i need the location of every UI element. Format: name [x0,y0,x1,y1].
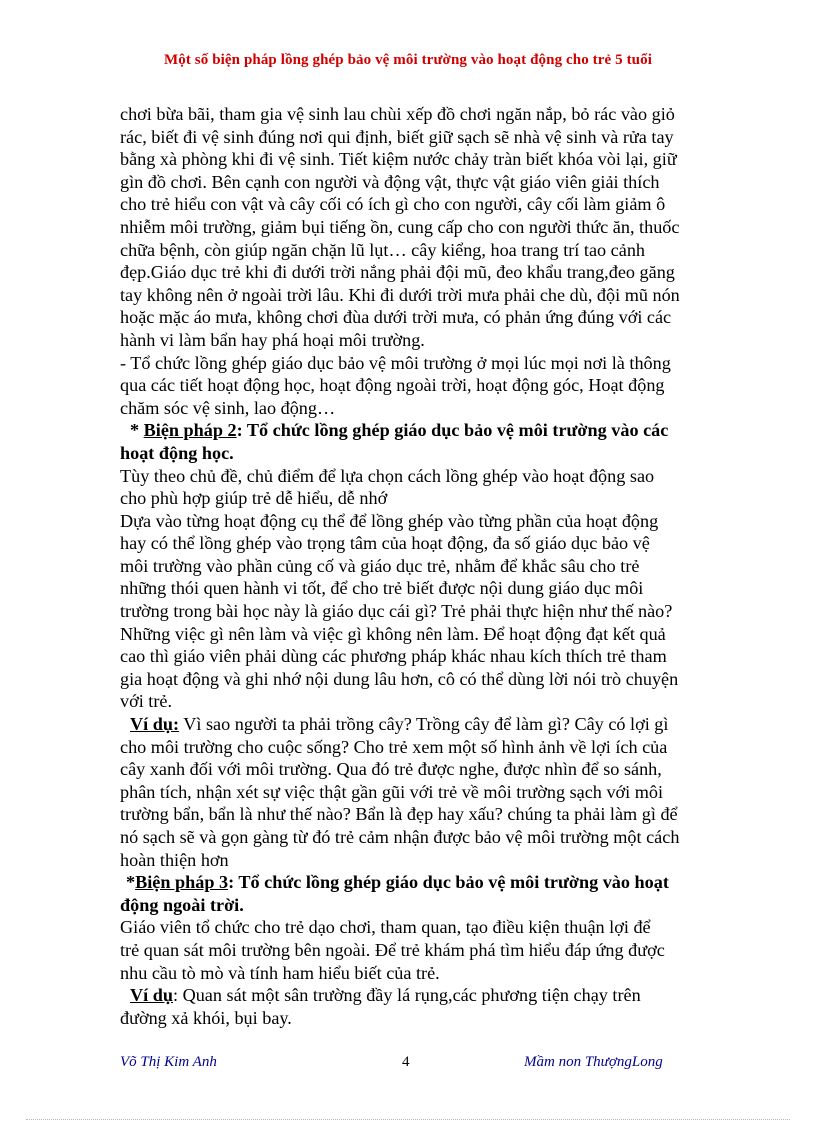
text-line: hoàn thiện hơn [120,849,229,870]
example-label: Ví dụ [130,985,173,1006]
text-line: đường xả khói, bụi bay. [120,1007,292,1028]
text-line: nhiễm môi trường, giảm bụi tiếng ồn, cung cấp cho con người thức ăn, thuốc [120,216,680,237]
text-line: cho phù hợp giúp trẻ dễ hiểu, dễ nhớ [120,488,388,509]
text-line: cho môi trường cho cuộc sống? Cho trẻ xem một số hình ảnh về lợi ích của [120,736,668,757]
text-line: cây xanh đối với môi trường. Qua đó trẻ được nghe, được nhìn để so sánh, [120,759,662,780]
heading-label: Biện pháp 2 [143,420,237,441]
heading-text-line2: hoạt động học. [120,442,234,463]
text-line: hành vi làm bẩn hay phá hoại môi trường. [120,329,425,350]
text-line: rác, biết đi vệ sinh đúng nơi qui định, biết giữ sạch sẽ nhà vệ sinh và rửa tay [120,126,674,147]
heading-prefix: * [130,420,144,441]
example-2 [120,984,696,1029]
text-line: trường trong bài học này là giáo dục cái gì? Trẻ phải thực hiện như thế nào? [120,601,673,622]
text-line: cho trẻ hiểu con vật và cây cối có ích gì cho con người, cây cối làm giảm ô [120,194,666,215]
example-text: : Quan sát một sân trường đầy lá rụng,các phương tiện chạy trên [172,985,641,1006]
text-line: chữa bệnh, còn giúp ngăn chặn lũ lụt… cây kiểng, hoa trang trí tao cảnh [120,239,646,260]
example-1 [120,713,696,871]
footer-author: Võ Thị Kim Anh [120,1054,217,1070]
text-line: môi trường vào phần củng cố và giáo dục trẻ, nhằm để khắc sâu cho trẻ [120,555,640,576]
text-line: nhu cầu tò mò và tính ham hiểu biết của trẻ. [120,962,440,983]
paragraph-bien-phap-3 [120,916,696,984]
text-line: trường bẩn, bẩn là như thế nào? Bẩn là đẹp hay xấu? chúng ta phải làm gì để [120,804,678,825]
text-line: qua các tiết hoạt động học, hoạt động ngoài trời, hoạt động góc, Hoạt động [120,375,665,396]
heading-text-line2: động ngoài trời. [120,894,244,915]
text-line: Giáo viên tổ chức cho trẻ dạo chơi, tham quan, tạo điều kiện thuận lợi để [120,917,651,938]
example-label: Ví dụ: [130,714,180,735]
paragraph-intro [120,103,696,419]
text-line: Dựa vào từng hoạt động cụ thể để lồng ghép vào từng phần của hoạt động [120,510,659,531]
text-line: gìn đồ chơi. Bên cạnh con người và động vật, thực vật giáo viên giải thích [120,171,660,192]
paragraph-bien-phap-2 [120,465,696,714]
heading-text: : Tổ chức lồng ghép giáo dục bảo vệ môi trường vào các [236,420,669,441]
text-line: phân tích, nhận xét sự việc thật gần gũi với trẻ về môi trường sạch với môi [120,781,664,802]
page-header-title: Một số biện pháp lồng ghép bảo vệ môi trường vào hoạt động cho trẻ 5 tuổi [164,52,652,68]
text-line: những thói quen hành vi tốt, để cho trẻ biết được nội dung giáo dục môi [120,578,644,599]
document-body [120,103,696,1029]
heading-text: : Tổ chức lồng ghép giáo dục bảo vệ môi trường vào hoạt [228,872,669,893]
text-line: đẹp.Giáo dục trẻ khi đi dưới trời nắng phải đội mũ, đeo khẩu trang,đeo găng [120,262,675,283]
text-line: cao thì giáo viên phải dùng các phương pháp khác nhau kích thích trẻ tham [120,646,667,667]
heading-prefix: * [126,872,136,893]
text-line: Những việc gì nên làm và việc gì không nên làm. Để hoạt động đạt kết quả [120,623,666,644]
text-line: chơi bừa bãi, tham gia vệ sinh lau chùi xếp đồ chơi ngăn nắp, bỏ rác vào giỏ [120,104,675,124]
text-line: Tùy theo chủ đề, chủ điểm để lựa chọn cách lồng ghép vào hoạt động sao [120,465,655,486]
text-line: với trẻ. [120,691,173,712]
example-text: Vì sao người ta phải trồng cây? Trồng cây để làm gì? Cây có lợi gì [179,714,669,735]
heading-bien-phap-2 [120,419,696,464]
text-line: bằng xà phòng khi đi vệ sinh. Tiết kiệm nước chảy tràn biết khóa vòi lại, giữ [120,149,677,170]
footer-school: Mầm non ThượngLong [524,1054,663,1070]
page-number: 4 [402,1054,410,1070]
text-line: tay không nên ở ngoài trời lâu. Khi đi dưới trời mưa phải che dù, đội mũ nón [120,284,680,305]
text-line: hay có thể lồng ghép vào trọng tâm của hoạt động, đa số giáo dục bảo vệ [120,533,650,554]
text-line: hoặc mặc áo mưa, không chơi đùa dưới trời mưa, có phản ứng đúng với các [120,307,672,328]
text-line: nó sạch sẽ và gọn gàng từ đó trẻ cảm nhận được bảo vệ môi trường một cách [120,827,680,847]
text-line: trẻ quan sát môi trường bên ngoài. Để trẻ khám phá tìm hiểu đáp ứng được [120,939,665,960]
heading-bien-phap-3 [120,871,696,916]
page-border-divider [26,1119,790,1120]
heading-label: Biện pháp 3 [135,872,229,893]
text-line: gia hoạt động và ghi nhớ nội dung lâu hơn, cô có thể dùng lời nói trò chuyện [120,668,679,689]
text-line: chăm sóc vệ sinh, lao động… [120,397,336,418]
text-line: - Tổ chức lồng ghép giáo dục bảo vệ môi trường ở mọi lúc mọi nơi là thông [120,352,671,373]
